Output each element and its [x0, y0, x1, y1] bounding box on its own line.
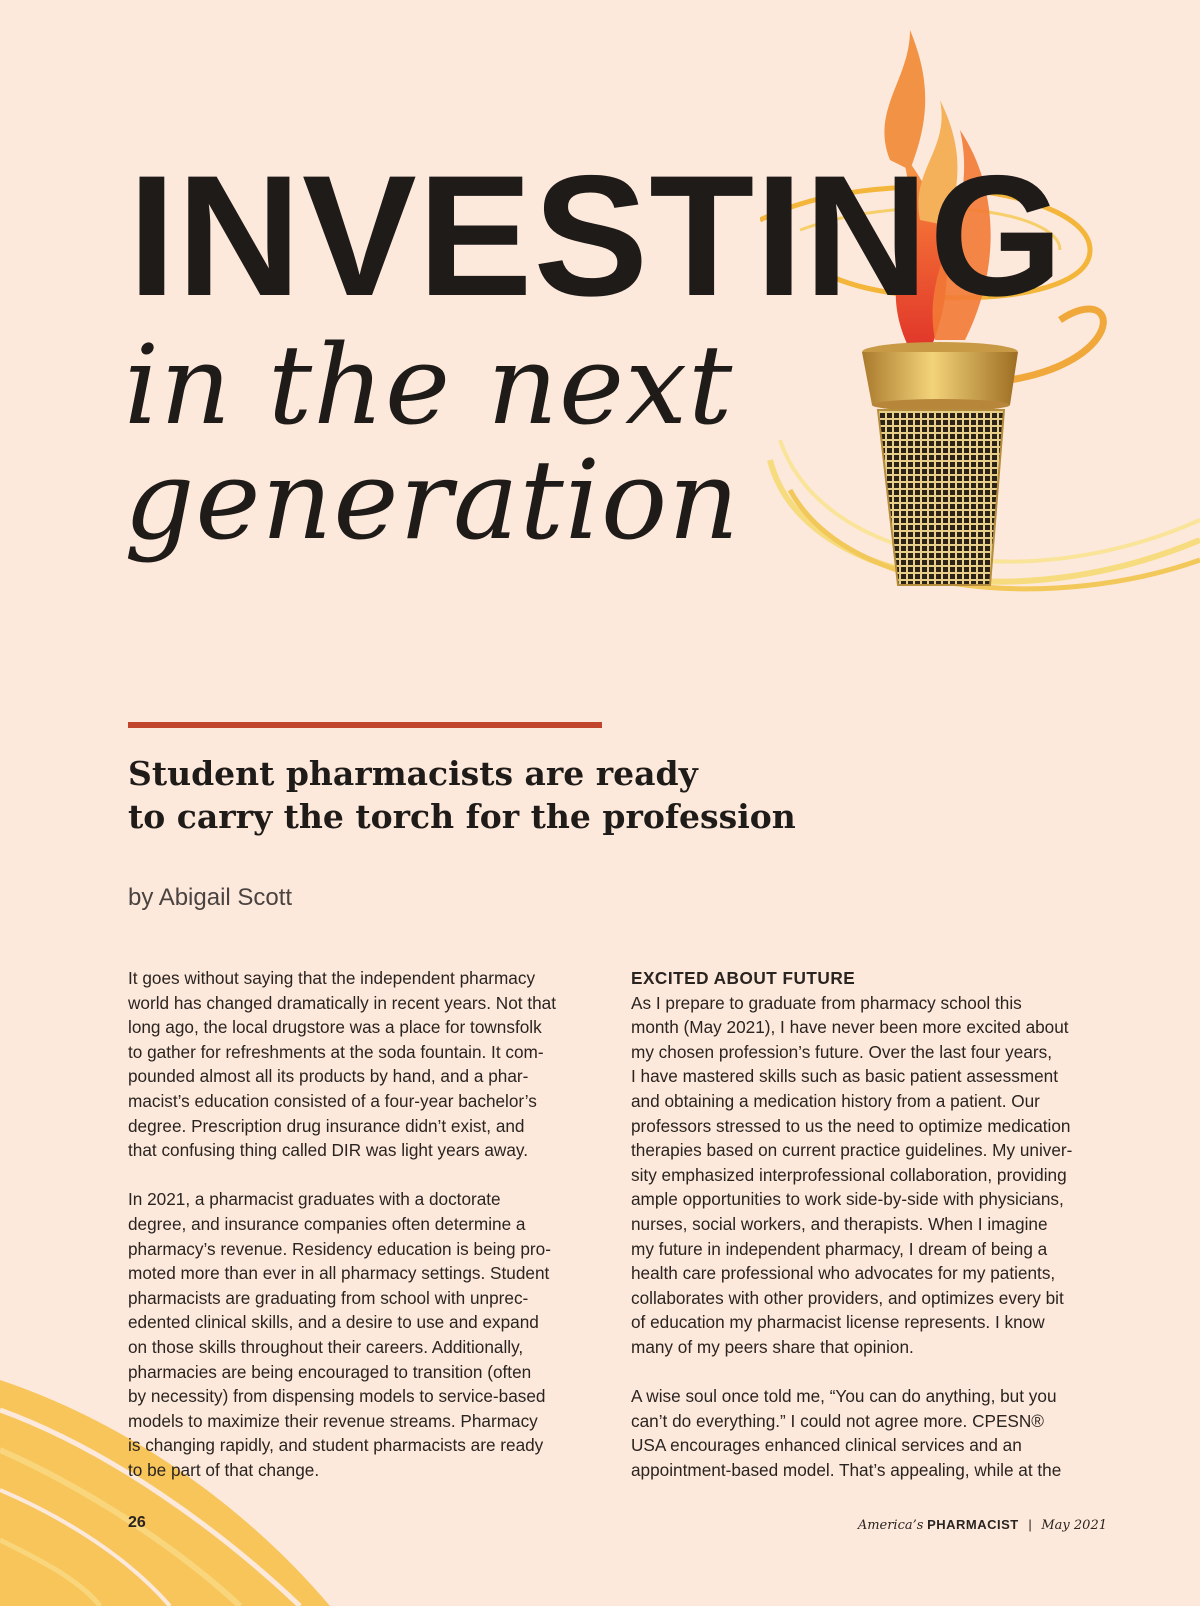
text-line: month (May 2021), I have never been more excited about — [631, 1017, 1069, 1038]
text-line: can’t do everything.” I could not agree more. CPESN® — [631, 1410, 1044, 1431]
text-line: sity emphasized interprofessional collaboration, providing — [631, 1164, 1067, 1185]
deck-line-2: to carry the torch for the profession — [128, 797, 796, 836]
section-heading: EXCITED ABOUT FUTURE — [631, 968, 856, 988]
paragraph-gap — [631, 1360, 1111, 1385]
text-line: world has changed dramatically in recent years. Not that — [128, 992, 556, 1013]
text-line: and obtaining a medication history from a patient. Our — [631, 1090, 1040, 1111]
text-line: edented clinical skills, and a desire to use and expand — [128, 1312, 539, 1333]
issue-date: May 2021 — [1041, 1518, 1107, 1533]
text-line: ample opportunities to work side-by-side with physicians, — [631, 1189, 1064, 1210]
headline-subtitle-line-1: in the next — [124, 321, 734, 449]
page-number: 26 — [128, 1514, 146, 1531]
text-line: I have mastered skills such as basic patient assessment — [631, 1066, 1059, 1087]
text-line: pharmacies are being encouraged to transition (often — [128, 1361, 532, 1382]
text-line: on those skills throughout their careers. Additionally, — [128, 1336, 524, 1357]
text-line: nurses, social workers, and therapists. When I imagine — [631, 1213, 1048, 1234]
right-column — [631, 966, 1111, 1482]
magazine-name-italic: America’s — [857, 1518, 924, 1533]
text-line: As I prepare to graduate from pharmacy school this — [631, 992, 1022, 1013]
text-line: of education my pharmacist license represents. I know — [631, 1312, 1045, 1333]
deck-line-1: Student pharmacists are ready — [128, 754, 698, 793]
paragraph-gap — [128, 1163, 603, 1188]
byline: by Abigail Scott — [128, 884, 293, 911]
text-line: USA encourages enhanced clinical services and an — [631, 1435, 1022, 1456]
text-line: long ago, the local drugstore was a place for townsfolk — [128, 1017, 542, 1038]
text-line: professors stressed to us the need to optimize medication — [631, 1115, 1071, 1136]
text-line: macist’s education consisted of a four-year bachelor’s — [128, 1090, 537, 1111]
text-line: It goes without saying that the independent pharmacy — [128, 968, 536, 988]
text-line: pharmacists are graduating from school with unprec- — [128, 1287, 529, 1308]
text-line: that confusing thing called DIR was light years away. — [128, 1140, 528, 1161]
accent-rule — [128, 722, 602, 728]
text-line: many of my peers share that opinion. — [631, 1336, 914, 1357]
text-line: by necessity) from dispensing models to service-based — [128, 1386, 546, 1407]
text-line: my chosen profession’s future. Over the last four years, — [631, 1041, 1052, 1062]
text-line: In 2021, a pharmacist graduates with a doctorate — [128, 1189, 501, 1210]
headline-title: INVESTING — [128, 140, 1065, 332]
publication-footer — [858, 1517, 1107, 1533]
text-line: therapies based on current practice guidelines. My univer- — [631, 1140, 1073, 1161]
text-line: pharmacy’s revenue. Residency education is being pro- — [128, 1238, 551, 1259]
text-line: health care professional who advocates for my patients, — [631, 1263, 1056, 1284]
footer-separator: | — [1028, 1517, 1032, 1532]
text-line: degree, and insurance companies often determine a — [128, 1213, 526, 1234]
magazine-name-bold: PHARMACIST — [927, 1517, 1019, 1532]
text-line: appointment-based model. That’s appealing, while at the — [631, 1459, 1062, 1480]
text-line: pounded almost all its products by hand, and a phar- — [128, 1066, 529, 1087]
left-column — [128, 966, 603, 1482]
headline-subtitle-line-2: generation — [124, 436, 741, 564]
text-line: A wise soul once told me, “You can do anything, but you — [631, 1386, 1057, 1407]
text-line: to gather for refreshments at the soda fountain. It com- — [128, 1041, 544, 1062]
text-line: to be part of that change. — [128, 1459, 320, 1480]
text-line: models to maximize their revenue streams. Pharmacy — [128, 1410, 538, 1431]
text-line: my future in independent pharmacy, I dream of being a — [631, 1238, 1048, 1259]
text-line: collaborates with other providers, and optimizes every bit — [631, 1287, 1064, 1308]
deck — [128, 752, 828, 838]
text-line: degree. Prescription drug insurance didn’t exist, and — [128, 1115, 525, 1136]
text-line: is changing rapidly, and student pharmacists are ready — [128, 1435, 544, 1456]
text-line: moted more than ever in all pharmacy settings. Student — [128, 1263, 550, 1284]
